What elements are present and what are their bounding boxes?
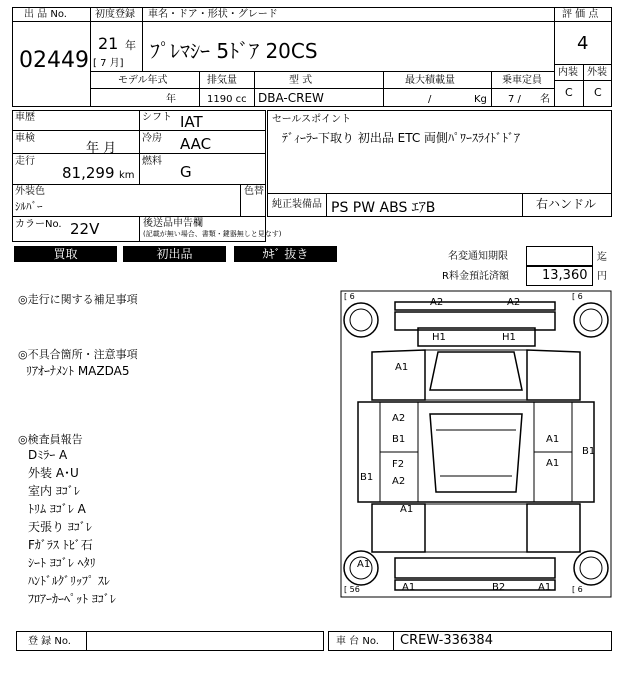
car-name: ﾌﾟﾚﾏｼｰ 5ﾄﾞｱ 20CS <box>150 39 318 63</box>
chassis-number: CREW-336384 <box>400 633 493 648</box>
running-notes-label: ◎走行に関する補足事項 <box>18 293 138 306</box>
mark-front-fender-left: A1 <box>395 362 409 373</box>
inspector-label: ◎検査員報告 <box>18 433 83 446</box>
inspector-line: 外装 A･U <box>28 466 79 480</box>
model-label: 型 式 <box>289 75 313 86</box>
equipment-label: 純正装備品 <box>272 199 322 210</box>
doc-label: 後送品申告欄 <box>143 218 203 229</box>
fuel-value: G <box>180 163 192 181</box>
deadline-label: 名変通知期限 <box>448 251 508 262</box>
sales-point-text: ﾃﾞｨｰﾗｰ下取り 初出品 ETC 両側ﾊﾟﾜｰｽﾗｲﾄﾞﾄﾞｱ <box>282 131 521 145</box>
inspection-value: 年 月 <box>86 141 117 156</box>
exterior-grade: C <box>594 86 602 99</box>
equipment-value: PS PW ABS ｴｱB <box>331 200 436 216</box>
first-reg-label: 初度登録 <box>95 9 135 20</box>
mark-left-side: B1 <box>360 472 374 483</box>
mark-front-bumper-left: A2 <box>430 297 444 308</box>
exterior-color-value: ｼﾙﾊﾞｰ <box>15 200 43 213</box>
recycle-value: 13,360 <box>542 268 588 283</box>
mileage-label: 走行 <box>15 156 35 167</box>
color-change-label: 色替 <box>244 186 264 197</box>
defect-line: ﾘｱｵｰﾅﾒﾝﾄ MAZDA5 <box>26 364 130 378</box>
displacement-label: 排気量 <box>207 75 237 86</box>
color-box <box>12 184 266 217</box>
inspector-line: Dﾐﾗｰ A <box>28 448 68 462</box>
color-no-label: カラーNo. <box>15 219 62 230</box>
fuel-label: 燃料 <box>142 156 162 167</box>
exterior-label: 外装 <box>587 67 607 78</box>
bar-key-removed: ｶｷﾞ 抜き <box>234 246 337 262</box>
model-year-unit: 年 <box>166 94 176 105</box>
inspector-line: ｼｰﾄ ﾖｺﾞﾚ ﾍﾀﾘ <box>28 556 96 570</box>
reg-year-unit: 年 <box>125 39 136 52</box>
shift-value: IAT <box>180 113 203 131</box>
max-load-unit: Kg <box>474 94 487 105</box>
mark-front-door-right: A1 <box>546 434 560 445</box>
reg-year: 21 <box>98 34 119 53</box>
inspector-line: 室内 ﾖｺﾞﾚ <box>28 484 80 498</box>
capacity-unit: 名 <box>540 94 550 105</box>
mark-rear-bumper-left: A1 <box>402 582 416 593</box>
inspector-line: 天張り ﾖｺﾞﾚ <box>28 520 92 534</box>
mark-headlight-right: H1 <box>502 332 516 343</box>
car-diagram <box>340 290 612 598</box>
model-code: DBA-CREW <box>258 91 324 105</box>
tire-tread-rr: [ 6 <box>572 585 583 594</box>
shift-label: シフト <box>142 112 172 123</box>
inspector-line: ﾊﾝﾄﾞﾙｸﾞﾘｯﾌﾟ ｽﾚ <box>28 574 110 588</box>
deadline-box <box>526 246 593 266</box>
max-load-sep: / <box>428 94 432 105</box>
car-diagram-svg <box>340 290 612 598</box>
mark-front-door-left-2: B1 <box>392 434 406 445</box>
ac-label: 冷房 <box>142 133 162 144</box>
mark-rear-door-left: F2 <box>392 459 405 470</box>
model-year-label: モデル年式 <box>118 75 168 86</box>
handle-value: 右ハンドル <box>536 197 597 211</box>
mark-headlight-left: H1 <box>432 332 446 343</box>
mark-rear-door-right: A1 <box>546 458 560 469</box>
mileage-unit: km <box>119 170 135 181</box>
mileage-value: 81,299 <box>62 164 115 182</box>
mark-front-door-left: A2 <box>392 413 406 424</box>
ac-value: AAC <box>180 135 212 153</box>
capacity-value: 7 / <box>508 94 521 105</box>
doc-note: (記載が無い場合、書類・鍵器無しと見なす) <box>143 230 282 238</box>
recycle-label: R料金預託済額 <box>442 271 509 282</box>
sales-point-label: セールスポイント <box>272 114 352 125</box>
inspector-line: Fｶﾞﾗｽ ﾄﾋﾞ石 <box>28 538 93 552</box>
score-label: 評 価 点 <box>562 9 599 20</box>
color-no-value: 22V <box>70 220 100 238</box>
bar-first-listing: 初出品 <box>123 246 226 262</box>
displacement-value: 1190 cc <box>207 94 247 105</box>
score-value: 4 <box>577 33 589 54</box>
tire-tread-fl: [ 6 <box>344 292 355 301</box>
max-load-label: 最大積載量 <box>405 75 455 86</box>
exterior-color-label: 外装色 <box>15 186 45 197</box>
history-label: 車歴 <box>15 112 35 123</box>
deadline-unit: 迄 <box>597 252 607 263</box>
interior-grade: C <box>565 86 573 99</box>
inspector-line: ﾄﾘﾑ ﾖｺﾞﾚ A <box>28 502 86 516</box>
capacity-label: 乗車定員 <box>502 75 542 86</box>
tire-tread-fr: [ 6 <box>572 292 583 301</box>
mark-rear-fender-left: A1 <box>400 504 414 515</box>
mark-rear-bumper-center: B2 <box>492 582 506 593</box>
tire-tread-rl: [ 56 <box>344 585 360 594</box>
bar-kaitori: 買取 <box>14 246 117 262</box>
lot-label: 出 品 No. <box>24 9 67 20</box>
mark-rear-bumper-right: A1 <box>538 582 552 593</box>
mark-front-bumper-right: A2 <box>507 297 521 308</box>
reg-no-label: 登 録 No. <box>28 636 71 647</box>
lot-number: 02449 <box>19 48 89 73</box>
mark-right-side: B1 <box>582 446 596 457</box>
reg-month: [ 7 月] <box>93 58 124 69</box>
inspection-label: 車検 <box>15 133 35 144</box>
car-name-label: 車名・ドア・形状・グレード <box>148 9 278 20</box>
interior-label: 内装 <box>558 67 578 78</box>
recycle-unit: 円 <box>597 271 607 282</box>
chassis-label: 車 台 No. <box>336 636 379 647</box>
inspector-line: ﾌﾛｱｰｶｰﾍﾟｯﾄ ﾖｺﾞﾚ <box>28 592 116 606</box>
mark-rear-door-left-2: A2 <box>392 476 406 487</box>
mark-rear-tire-left: A1 <box>357 559 371 570</box>
defects-label: ◎不具合箇所・注意事項 <box>18 348 138 361</box>
